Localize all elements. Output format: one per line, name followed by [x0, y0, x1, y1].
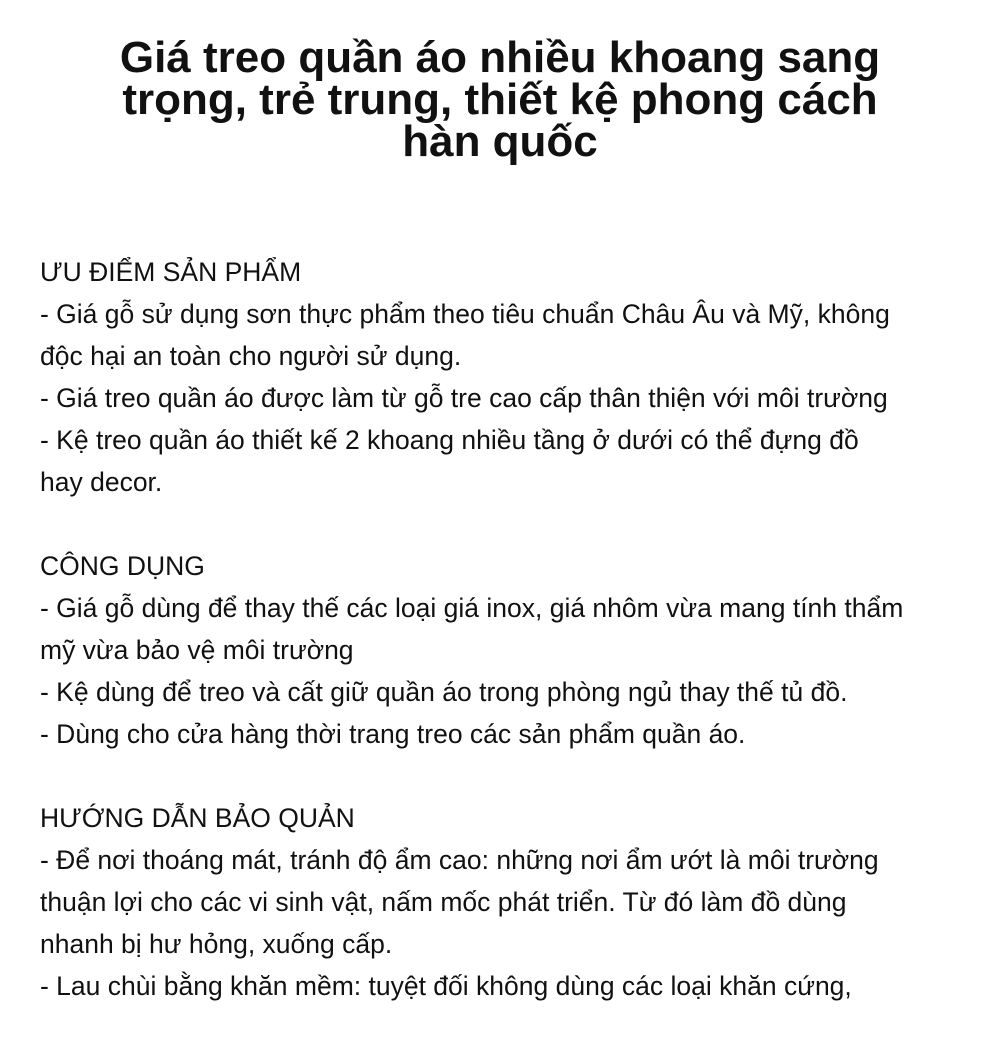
- text-line: nhanh bị hư hỏng, xuống cấp.: [40, 929, 393, 959]
- section-heading: ƯU ĐIỂM SẢN PHẨM: [40, 257, 302, 287]
- text-line: - Lau chùi bằng khăn mềm: tuyệt đối không dùng các loại khăn cứng,: [40, 971, 852, 1001]
- text-line: - Để nơi thoáng mát, tránh độ ẩm cao: những nơi ẩm ướt là môi trường: [40, 845, 879, 875]
- title-line: trọng, trẻ trung, thiết kệ phong cách: [122, 75, 878, 124]
- text-line: - Kệ dùng để treo và cất giữ quần áo trong phòng ngủ thay thế tủ đồ.: [40, 677, 848, 707]
- text-line: - Giá treo quần áo được làm từ gỗ tre cao cấp thân thiện với môi trường: [40, 383, 888, 413]
- title-line: hàn quốc: [402, 117, 598, 166]
- product-description: [40, 251, 985, 1049]
- section-advantages: [40, 251, 985, 503]
- text-line: hay decor.: [40, 467, 163, 497]
- section-uses: [40, 545, 985, 755]
- text-line: - Giá gỗ dùng để thay thế các loại giá inox, giá nhôm vừa mang tính thẩm: [40, 593, 904, 623]
- section-heading: CÔNG DỤNG: [40, 551, 205, 581]
- text-line: - Dùng cho cửa hàng thời trang treo các sản phẩm quần áo.: [40, 719, 746, 749]
- text-line: độc hại an toàn cho người sử dụng.: [40, 341, 462, 371]
- page-title: [60, 24, 940, 166]
- text-line: thuận lợi cho các vi sinh vật, nấm mốc phát triển. Từ đó làm đồ dùng: [40, 887, 847, 917]
- text-line: - Kệ treo quần áo thiết kế 2 khoang nhiều tầng ở dưới có thể đựng đồ: [40, 425, 859, 455]
- title-line: Giá treo quần áo nhiều khoang sang: [119, 33, 881, 82]
- section-care-instructions: [40, 797, 985, 1007]
- text-line: mỹ vừa bảo vệ môi trường: [40, 635, 354, 665]
- section-heading: HƯỚNG DẪN BẢO QUẢN: [40, 803, 355, 833]
- text-line: - Giá gỗ sử dụng sơn thực phẩm theo tiêu chuẩn Châu Âu và Mỹ, không: [40, 299, 890, 329]
